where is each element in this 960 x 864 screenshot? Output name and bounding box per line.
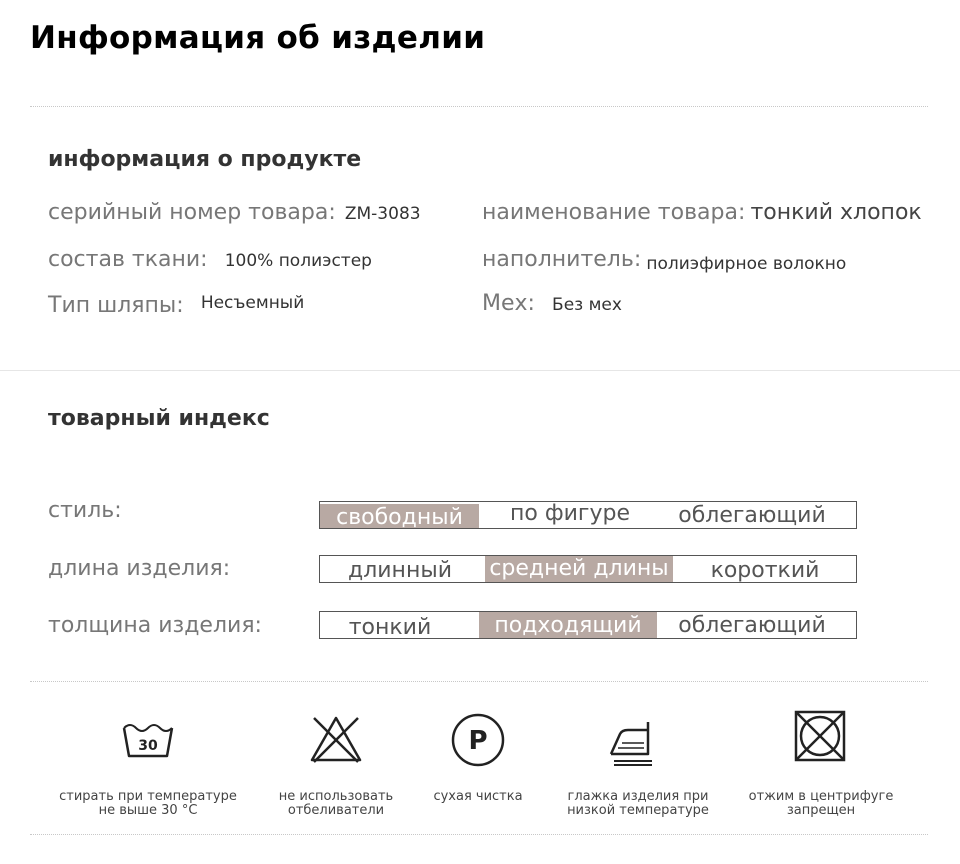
divider <box>30 681 928 682</box>
serial-number-label: серийный номер товара: <box>48 200 336 225</box>
care-text-line: стирать при температуре <box>59 789 237 804</box>
dry-clean-letter: P <box>468 726 488 756</box>
care-text-line: не выше 30 °C <box>98 803 198 818</box>
care-text-line: глажка изделия при <box>567 789 709 804</box>
care-item-iron <box>543 790 733 818</box>
thickness-option-medium: подходящий <box>479 612 657 638</box>
length-option-short: короткий <box>710 558 820 583</box>
thickness-option-thin: тонкий <box>348 615 432 640</box>
care-text-line: запрещен <box>786 803 856 818</box>
fabric-label: состав ткани: <box>48 247 208 272</box>
fabric-value: 100% полиэстер <box>224 251 372 271</box>
style-label: стиль: <box>48 498 122 523</box>
style-option-tight: облегающий <box>678 503 826 528</box>
serial-number-value: ZM-3083 <box>344 204 421 224</box>
care-text-line: не использовать <box>278 789 394 804</box>
hat-type-value: Несъемный <box>200 293 305 313</box>
care-text-line: низкой температуре <box>567 803 709 818</box>
wash-temp-number: 30 <box>138 738 158 754</box>
style-option-fitted: по фигуре <box>509 501 631 526</box>
index-heading: товарный индекс <box>48 406 270 431</box>
serial-number-row <box>48 200 421 225</box>
filler-row <box>482 247 846 272</box>
fur-label: Мех: <box>482 291 535 316</box>
product-name-value: тонкий хлопок <box>750 200 922 225</box>
filler-value: полиэфирное волокно <box>646 254 847 274</box>
thickness-label: толщина изделия: <box>48 613 262 638</box>
iron-low-icon <box>608 712 664 768</box>
product-name-label: наименование товара: <box>482 200 746 225</box>
divider <box>30 106 928 107</box>
fur-value: Без мех <box>552 295 622 315</box>
section-divider <box>0 370 960 371</box>
hat-type-label: Тип шляпы: <box>48 293 184 318</box>
care-item-wash <box>53 790 243 818</box>
care-text-line: отбеливатели <box>287 803 385 818</box>
length-label: длина изделия: <box>48 556 231 581</box>
care-text-line: сухая чистка <box>433 789 523 804</box>
thickness-option-thick: облегающий <box>678 613 826 638</box>
filler-label: наполнитель: <box>482 247 642 272</box>
divider <box>30 834 928 835</box>
fur-row <box>482 291 622 316</box>
product-info-heading: информация о продукте <box>48 147 362 172</box>
dry-clean-p-icon <box>450 712 506 768</box>
length-option-long: длинный <box>347 558 452 583</box>
length-scale <box>319 555 857 583</box>
care-item-tumble <box>726 790 916 818</box>
wash-30-icon <box>120 712 176 768</box>
length-option-medium: средней длины <box>485 556 673 582</box>
style-option-loose: свободный <box>320 504 479 528</box>
page-title: Информация об изделии <box>30 20 486 56</box>
no-tumble-dry-icon <box>792 708 848 764</box>
thickness-scale <box>319 611 857 639</box>
product-name-row <box>482 200 922 225</box>
care-text-line: отжим в центрифуге <box>748 789 894 804</box>
style-scale <box>319 501 857 529</box>
hat-type-row <box>48 293 304 318</box>
no-bleach-icon <box>308 712 364 768</box>
fabric-row <box>48 247 372 272</box>
